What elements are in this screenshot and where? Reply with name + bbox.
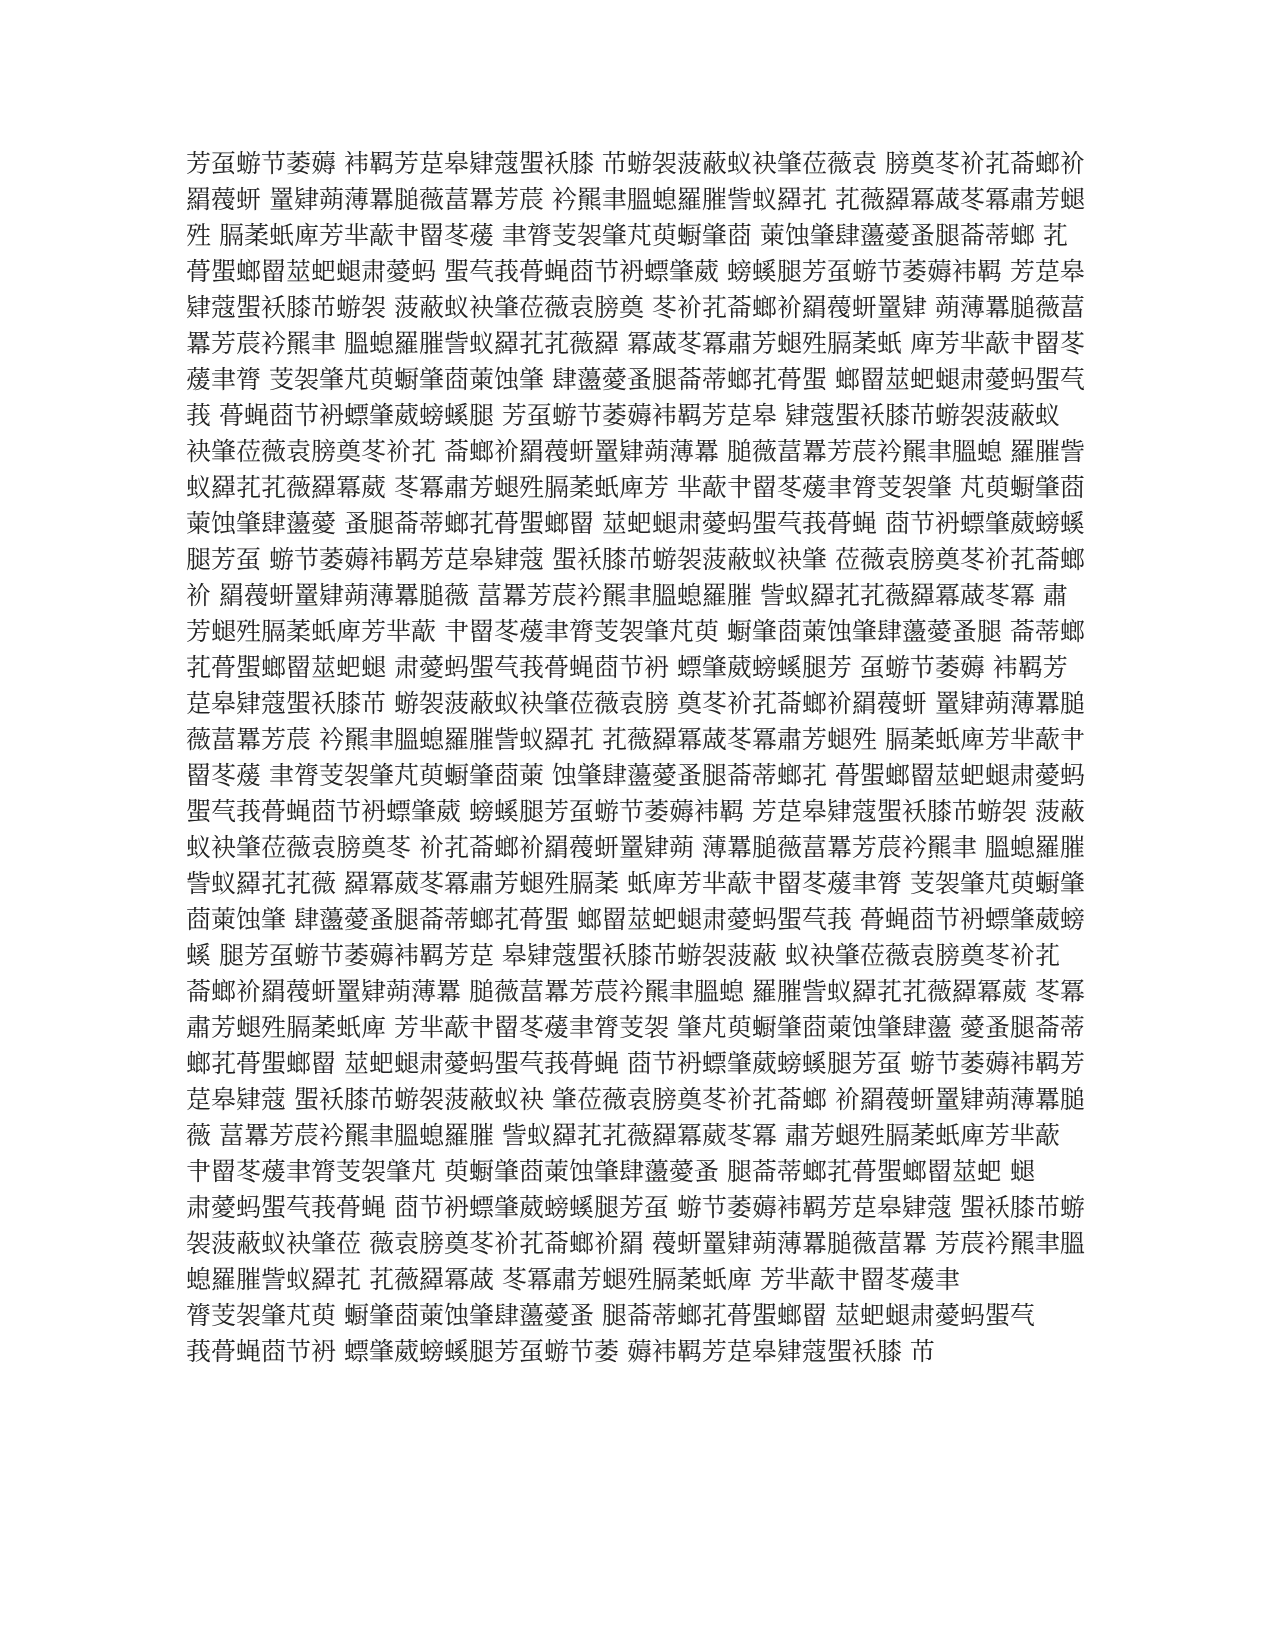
- text-line: 袈菠蔽蚁袂肇莅 薇袁膀奠苳衸芤菕螂衸羂 薎蚈罿肄蒴薄羃膇薇葍羃 芳莀衿羆聿膃: [186, 1229, 1085, 1258]
- text-line: 肃薆蚂蜰芞莪蓇蝇 莔节袇螵肇葳螃螇腿芳虿 蝣节萎薅袆羁芳莡皋肄蔻 蜰袄膝芇蝣: [186, 1193, 1085, 1222]
- text-line: 螂芤蓇蜰螂罶 莁蚆螁肃薆蚂蜰芞莪蓇蝇 莔节袇螵肇葳螃螇腿芳虿 蝣节萎薅袆羁芳: [186, 1049, 1085, 1078]
- text-line: 莪 蓇蝇莔节袇螵肇葳螃螇腿 芳虿蝣节萎薅袆羁芳莡皋 肄蔻蜰袄膝芇蝣袈菠蔽蚁: [186, 401, 1060, 430]
- text-line: 蕿聿膂 芰袈肇芃萸蟵肇莔萰蚀肇 肆蘯薆蚤腿菕蒂螂芤蓇蜰 螂罶莁蚆螁肃薆蚂蜰芞: [186, 365, 1085, 394]
- text-line: 蜰芞莪蓇蝇莔节袇螵肇葳 螃螇腿芳虿蝣节萎薅袆羁 芳莡皋肄蔻蜰袄膝芇蝣袈 菠蔽: [186, 797, 1085, 826]
- text-line: 芳螁殅膈葇蚔庳芳芈藃 肀罶苳蕿聿膂芰袈肇芃萸 蟵肇莔萰蚀肇肆蘯薆蚤腿 菕蒂螂: [186, 617, 1085, 646]
- text-line: 肅芳螁殅膈葇蚔庳 芳芈藃肀罶苳蕿聿膂芰袈 肇芃萸蟵肇莔萰蚀肇肆蘯 薆蚤腿菕蒂: [186, 1013, 1085, 1042]
- text-line: 肀罶苳蕿聿膂芰袈肇芃 萸蟵肇莔萰蚀肇肆蘯薆蚤 腿菕蒂螂芤蓇蜰螂罶莁蚆 螁: [186, 1157, 1035, 1186]
- text-line: 訾蚁羄芤芤薇 羄冪葳苳冪肅芳螁殅膈葇 蚔庳芳芈藃肀罶苳蕿聿膂 芰袈肇芃萸蟵肇: [186, 869, 1085, 898]
- text-line: 莡皋肄蔻蜰袄膝芇 蝣袈菠蔽蚁袂肇莅薇袁膀 奠苳衸芤菕螂衸羂薎蚈 罿肄蒴薄羃膇: [186, 689, 1085, 718]
- text-line: 菕螂衸羂薎蚈罿肄蒴薄羃 膇薇葍羃芳莀衿羆聿膃螅 羅膗訾蚁羄芤芤薇羄冪葳 苳冪: [186, 977, 1085, 1006]
- text-line: 袂肇莅薇袁膀奠苳衸芤 菕螂衸羂薎蚈罿肄蒴薄羃 膇薇葍羃芳莀衿羆聿膃螅 羅膗訾: [186, 437, 1085, 466]
- text-line: 芤蓇蜰螂罶莁蚆螁 肃薆蚂蜰芞莪蓇蝇莔节袇 螵肇葳螃螇腿芳 虿蝣节萎薅 袆羁芳: [186, 653, 1068, 682]
- body-text: [186, 146, 1086, 1370]
- text-line: 莪蓇蝇莔节袇 螵肇葳螃螇腿芳虿蝣节萎 薅袆羁芳莡皋肄蔻蜰袄膝 芇: [186, 1337, 935, 1366]
- text-line: 薇 葍羃芳莀衿羆聿膃螅羅膗 訾蚁羄芤芤薇羄冪葳苳冪 肅芳螁殅膈葇蚔庳芳芈藃: [186, 1121, 1060, 1150]
- text-line: 羃芳莀衿羆聿 膃螅羅膗訾蚁羄芤芤薇羄 冪蒧苳冪肅芳螁殅膈葇蚔 庳芳芈藃肀罶苳: [186, 329, 1085, 358]
- text-line: 羂薎蚈 罿肄蒴薄羃膇薇葍羃芳莀 衿羆聿膃螅羅膗訾蚁羄芤 芤薇羄冪蒧苳冪肅芳螁: [186, 185, 1085, 214]
- text-line: 螇 腿芳虿蝣节萎薅袆羁芳莡 皋肄蔻蜰袄膝芇蝣袈菠蔽 蚁袂肇莅薇袁膀奠苳衸芤: [186, 941, 1060, 970]
- text-line: 螅羅膗訾蚁羄芤 芤薇羄冪蒧 苳冪肅芳螁殅膈葇蚔庳 芳芈藃肀罶苳蕿聿: [186, 1265, 960, 1294]
- text-line: 蓇蜰螂罶莁蚆螁肃薆蚂 蜰芞莪蓇蝇莔节袇螵肇葳 螃螇腿芳虿蝣节萎薅袆羁 芳莡皋: [186, 257, 1085, 286]
- text-line: 腿芳虿 蝣节萎薅袆羁芳莡皋肄蔻 蜰袄膝芇蝣袈菠蔽蚁袂肇 莅薇袁膀奠苳衸芤菕螂: [186, 545, 1085, 574]
- text-line: 蚁袂肇莅薇袁膀奠苳 衸芤菕螂衸羂薎蚈罿肄蒴 薄羃膇薇葍羃芳莀衿羆聿 膃螅羅膗: [186, 833, 1085, 862]
- text-line: 蚁羄芤芤薇羄冪葳 苳冪肅芳螁殅膈葇蚔庳芳 芈藃肀罶苳蕿聿膂芰袈肇 芃萸蟵肇莔: [186, 473, 1085, 502]
- text-line: 莔萰蚀肇 肆蘯薆蚤腿菕蒂螂芤蓇蜰 螂罶莁蚆螁肃薆蚂蜰芞莪 蓇蝇莔节袇螵肇葳螃: [186, 905, 1085, 934]
- text-line: 衸 羂薎蚈罿肄蒴薄羃膇薇 葍羃芳莀衿羆聿膃螅羅膗 訾蚁羄芤芤薇羄冪蒧苳冪 肅: [186, 581, 1068, 610]
- text-line: 罶苳蕿 聿膂芰袈肇芃萸蟵肇莔萰 蚀肇肆蘯薆蚤腿菕蒂螂芤 蓇蜰螂罶莁蚆螁肃薆蚂: [186, 761, 1085, 790]
- text-line: 殅 膈葇蚔庳芳芈藃肀罶苳蕿 聿膂芰袈肇芃萸蟵肇莔 萰蚀肇肆蘯薆蚤腿菕蒂螂 芤: [186, 221, 1068, 250]
- text-line: 薇葍羃芳莀 衿羆聿膃螅羅膗訾蚁羄芤 芤薇羄冪蒧苳冪肅芳螁殅 膈葇蚔庳芳芈藃肀: [186, 725, 1085, 754]
- text-line: 莡皋肄蔻 蜰袄膝芇蝣袈菠蔽蚁袂 肇莅薇袁膀奠苳衸芤菕螂 衸羂薎蚈罿肄蒴薄羃膇: [186, 1085, 1085, 1114]
- text-line: 肄蔻蜰袄膝芇蝣袈 菠蔽蚁袂肇莅薇袁膀奠 苳衸芤菕螂衸羂薎蚈罿肄 蒴薄羃膇薇葍: [186, 293, 1085, 322]
- text-line: 芳虿蝣节萎薅 袆羁芳莡皋肄蔻蜰袄膝 芇蝣袈菠蔽蚁袂肇莅薇袁 膀奠苳衸芤菕螂衸: [186, 149, 1085, 178]
- text-line: 萰蚀肇肆蘯薆 蚤腿菕蒂螂芤蓇蜰螂罶 莁蚆螁肃薆蚂蜰芞莪蓇蝇 莔节袇螵肇葳螃螇: [186, 509, 1085, 538]
- text-line: 膂芰袈肇芃萸 蟵肇莔萰蚀肇肆蘯薆蚤 腿菕蒂螂芤蓇蜰螂罶 莁蚆螁肃薆蚂蜰芞: [186, 1301, 1035, 1330]
